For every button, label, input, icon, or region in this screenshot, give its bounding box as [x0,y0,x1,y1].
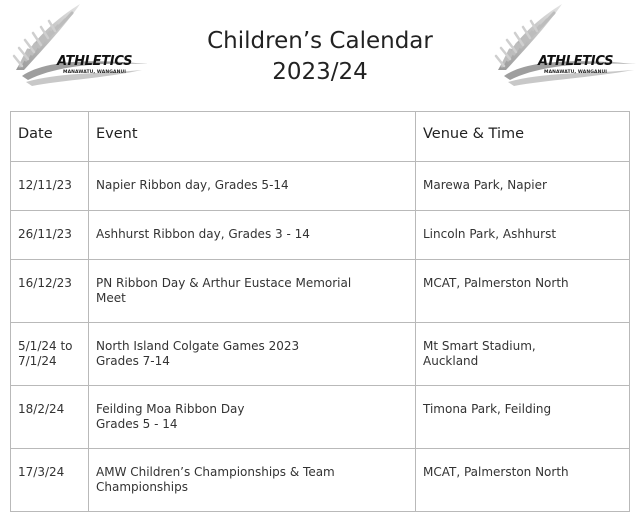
title-line-1: Children’s Calendar [207,28,433,54]
event-line: North Island Colgate Games 2023 [96,339,300,353]
date-line: 16/12/23 [18,276,72,290]
logo-region-text: MANAWATU, WANGANUI [63,70,126,75]
date-cell [11,449,89,512]
venue-line: MCAT, Palmerston North [423,465,569,479]
athletics-logo-right [488,0,638,100]
venue-cell [416,211,630,260]
venue-line: Auckland [423,354,479,368]
venue-line: Mt Smart Stadium, [423,339,536,353]
date-cell [11,323,89,386]
date-line: 26/11/23 [18,227,72,241]
event-line: Championships [96,480,188,494]
venue-cell [416,162,630,211]
venue-line: Marewa Park, Napier [423,178,547,192]
header-date: Date [11,112,89,162]
venue-line: MCAT, Palmerston North [423,276,569,290]
silver-fern-icon [488,0,638,100]
event-line: PN Ribbon Day & Arthur Eustace Memorial [96,276,352,290]
venue-cell [416,260,630,323]
event-line: Ashhurst Ribbon day, Grades 3 - 14 [96,227,310,241]
event-line: Feilding Moa Ribbon Day [96,402,245,416]
event-line: AMW Children’s Championships & Team [96,465,335,479]
date-cell [11,386,89,449]
table-header-row [11,112,630,162]
table-row [11,323,630,386]
event-cell [89,386,416,449]
header-event: Event [89,112,416,162]
title-line-2: 2023/24 [272,59,368,85]
event-cell [89,211,416,260]
logo-region-text: MANAWATU, WANGANUI [544,70,607,75]
table-row [11,162,630,211]
table-row [11,211,630,260]
venue-cell [416,386,630,449]
date-line: 17/3/24 [18,465,65,479]
table-row [11,449,630,512]
event-line: Grades 5 - 14 [96,417,178,431]
date-cell [11,211,89,260]
date-line: 12/11/23 [18,178,72,192]
table-row [11,386,630,449]
venue-cell [416,449,630,512]
venue-line: Timona Park, Feilding [423,402,552,416]
header-venue: Venue & Time [416,112,630,162]
venue-cell [416,323,630,386]
page-title [160,26,480,88]
calendar-table [10,111,630,512]
event-line: Meet [96,291,126,305]
event-cell [89,449,416,512]
event-line: Grades 7-14 [96,354,170,368]
date-line: 7/1/24 [18,354,57,368]
venue-line: Lincoln Park, Ashhurst [423,227,557,241]
date-line: 18/2/24 [18,402,65,416]
event-line: Napier Ribbon day, Grades 5-14 [96,178,289,192]
event-cell [89,323,416,386]
date-cell [11,260,89,323]
event-cell [89,162,416,211]
logo-brand-text: ATHLETICS [538,54,614,69]
date-cell [11,162,89,211]
table-row [11,260,630,323]
date-line: 5/1/24 to [18,339,73,353]
logo-brand-text: ATHLETICS [57,54,133,69]
silver-fern-icon [2,0,152,100]
event-cell [89,260,416,323]
athletics-logo-left [2,0,152,100]
